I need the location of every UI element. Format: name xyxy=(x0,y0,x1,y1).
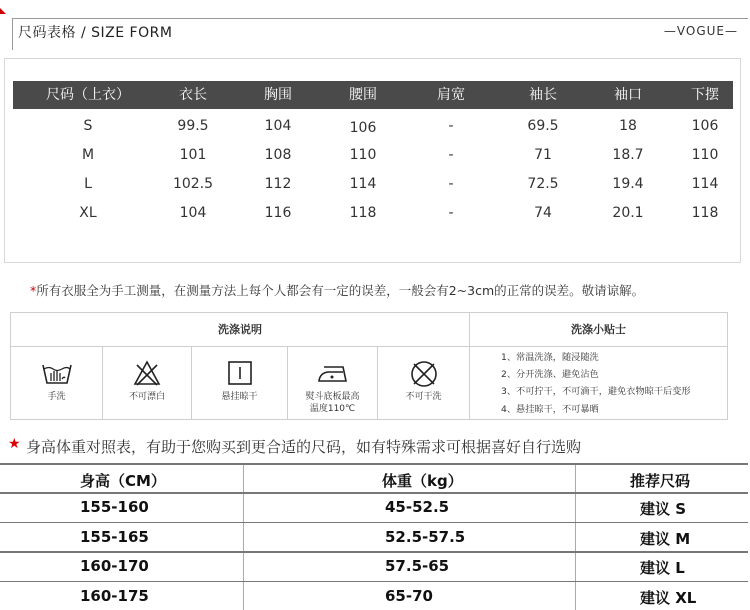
wash-item xyxy=(288,347,378,419)
recommend-header: 身高（CM） xyxy=(80,472,166,490)
recommend-cell: 160-170 xyxy=(80,557,149,575)
size-table-cell: 74 xyxy=(534,205,552,221)
no-dry-clean-icon xyxy=(409,359,439,389)
header-line xyxy=(12,18,748,19)
size-table-cell: 114 xyxy=(691,176,719,192)
size-table-cell: 20.1 xyxy=(612,205,644,221)
size-header-cell: 胸围 xyxy=(264,87,292,103)
size-table-cell: 110 xyxy=(349,147,377,163)
wash-item-label: 悬挂晾干 xyxy=(221,392,258,402)
size-table-cell: 104 xyxy=(264,118,292,134)
size-table-cell: 104 xyxy=(179,205,207,221)
wash-tip: 4、悬挂晾干，不可暴晒 xyxy=(501,403,599,415)
header-divider xyxy=(12,18,13,50)
wash-item-label: 不可干洗 xyxy=(405,392,442,402)
wash-item-label xyxy=(288,391,377,415)
size-table-cell: - xyxy=(448,147,454,163)
size-header-cell: 下摆 xyxy=(691,87,719,103)
size-table-cell: L xyxy=(84,176,92,192)
wash-tip: 3、不可拧干，不可滴干，避免衣物晾干后变形 xyxy=(501,386,691,398)
row-line xyxy=(0,581,748,583)
size-header-cell: 腰围 xyxy=(349,87,377,103)
no-bleach-icon xyxy=(132,359,162,387)
size-table-cell: M xyxy=(81,147,95,163)
recommend-cell: 65-70 xyxy=(385,586,433,605)
star-icon: ★ xyxy=(8,436,21,452)
note-asterisk: * xyxy=(30,283,37,298)
size-table-cell: - xyxy=(448,176,454,192)
size-table-cell: 112 xyxy=(264,176,292,192)
size-table-cell: 71 xyxy=(534,147,552,163)
wash-item-label: 不可漂白 xyxy=(128,392,165,402)
size-table-cell: 114 xyxy=(349,176,377,192)
corner-mark xyxy=(0,8,6,14)
hand-wash-icon xyxy=(40,359,74,387)
size-table-cell: 69.5 xyxy=(527,118,559,134)
size-table-cell: - xyxy=(448,205,454,221)
recommend-table xyxy=(0,463,748,610)
wash-tip: 2、分开洗涤、避免沾色 xyxy=(501,369,599,381)
wash-item xyxy=(11,347,103,419)
size-header-cell: 袖长 xyxy=(529,87,557,103)
size-table-row xyxy=(13,141,733,169)
column-divider xyxy=(575,463,576,610)
size-header-cell: 尺码（上衣） xyxy=(46,87,130,103)
wash-tip: 1、常温洗涤，随浸随洗 xyxy=(501,352,599,363)
size-table-row xyxy=(13,170,733,198)
wash-title: 洗涤说明 xyxy=(11,313,470,347)
brand-label: —VOGUE— xyxy=(663,24,738,38)
recommend-header: 体重（kg） xyxy=(382,472,463,490)
wash-tips-title: 洗涤小贴士 xyxy=(470,313,727,347)
recommend-header: 推荐尺码 xyxy=(630,472,691,490)
size-table-cell: - xyxy=(448,118,454,134)
size-table-cell: 99.5 xyxy=(177,118,209,134)
size-table-cell: 108 xyxy=(264,147,292,163)
size-table-cell: 19.4 xyxy=(612,176,644,192)
measurement-note xyxy=(30,281,644,299)
size-table-cell: 118 xyxy=(691,205,719,221)
wash-item-label: 手洗 xyxy=(47,392,66,402)
size-table-cell: 18 xyxy=(619,118,637,134)
wash-instructions-panel xyxy=(10,312,728,420)
size-table-cell: 106 xyxy=(349,120,377,136)
size-table-cell: 101 xyxy=(179,147,207,163)
size-table-row xyxy=(13,112,733,140)
recommend-cell: 建议 M xyxy=(640,529,691,548)
wash-tips-list xyxy=(501,349,691,418)
recommend-title: 身高体重对照表，有助于您购买到更合适的尺码，如有特殊需求可根据喜好自行选购 xyxy=(26,438,582,456)
recommend-cell: 52.5-57.5 xyxy=(385,527,466,546)
wash-item xyxy=(192,347,288,419)
row-line xyxy=(0,492,748,494)
size-table-cell: 116 xyxy=(264,205,292,221)
hang-dry-icon xyxy=(226,359,254,387)
recommend-cell: 45-52.5 xyxy=(385,498,450,516)
wash-item xyxy=(378,347,470,419)
size-table-header xyxy=(13,81,733,109)
size-table-row xyxy=(13,199,733,227)
recommend-cell: 155-165 xyxy=(80,527,149,546)
recommend-cell: 建议 XL xyxy=(640,588,697,607)
column-divider xyxy=(243,463,244,610)
size-table-cell: 110 xyxy=(691,147,719,163)
size-table-cell: 102.5 xyxy=(172,176,214,192)
iron-label-line1: 熨斗底板最高 xyxy=(305,392,360,402)
recommend-cell: 160-175 xyxy=(80,586,149,605)
size-table-cell: S xyxy=(83,118,93,134)
recommend-cell: 建议 S xyxy=(640,500,687,518)
page-title: 尺码表格 / SIZE FORM xyxy=(18,25,173,41)
size-table-panel xyxy=(4,58,741,263)
iron-label-line2: 温度110℃ xyxy=(309,404,356,414)
size-table-cell: 72.5 xyxy=(527,176,559,192)
size-table-cell: 118 xyxy=(349,205,377,221)
size-table-cell: XL xyxy=(79,205,97,221)
note-text: 所有衣服全为手工测量，在测量方法上每个人都会有一定的误差，一般会有2~3cm的正常的误差。敬请谅解。 xyxy=(36,283,645,298)
recommend-cell: 建议 L xyxy=(640,559,685,577)
wash-item xyxy=(103,347,192,419)
size-header-cell: 衣长 xyxy=(179,87,207,103)
size-table-cell: 106 xyxy=(691,118,719,134)
iron-icon xyxy=(316,359,350,387)
size-header-cell: 肩宽 xyxy=(437,87,465,103)
row-line xyxy=(0,551,748,553)
size-table-cell: 18.7 xyxy=(612,147,644,163)
size-header-cell: 袖口 xyxy=(614,87,642,103)
row-line xyxy=(0,522,748,524)
recommend-cell: 57.5-65 xyxy=(385,557,450,575)
row-line xyxy=(0,463,748,465)
recommend-cell: 155-160 xyxy=(80,498,149,516)
